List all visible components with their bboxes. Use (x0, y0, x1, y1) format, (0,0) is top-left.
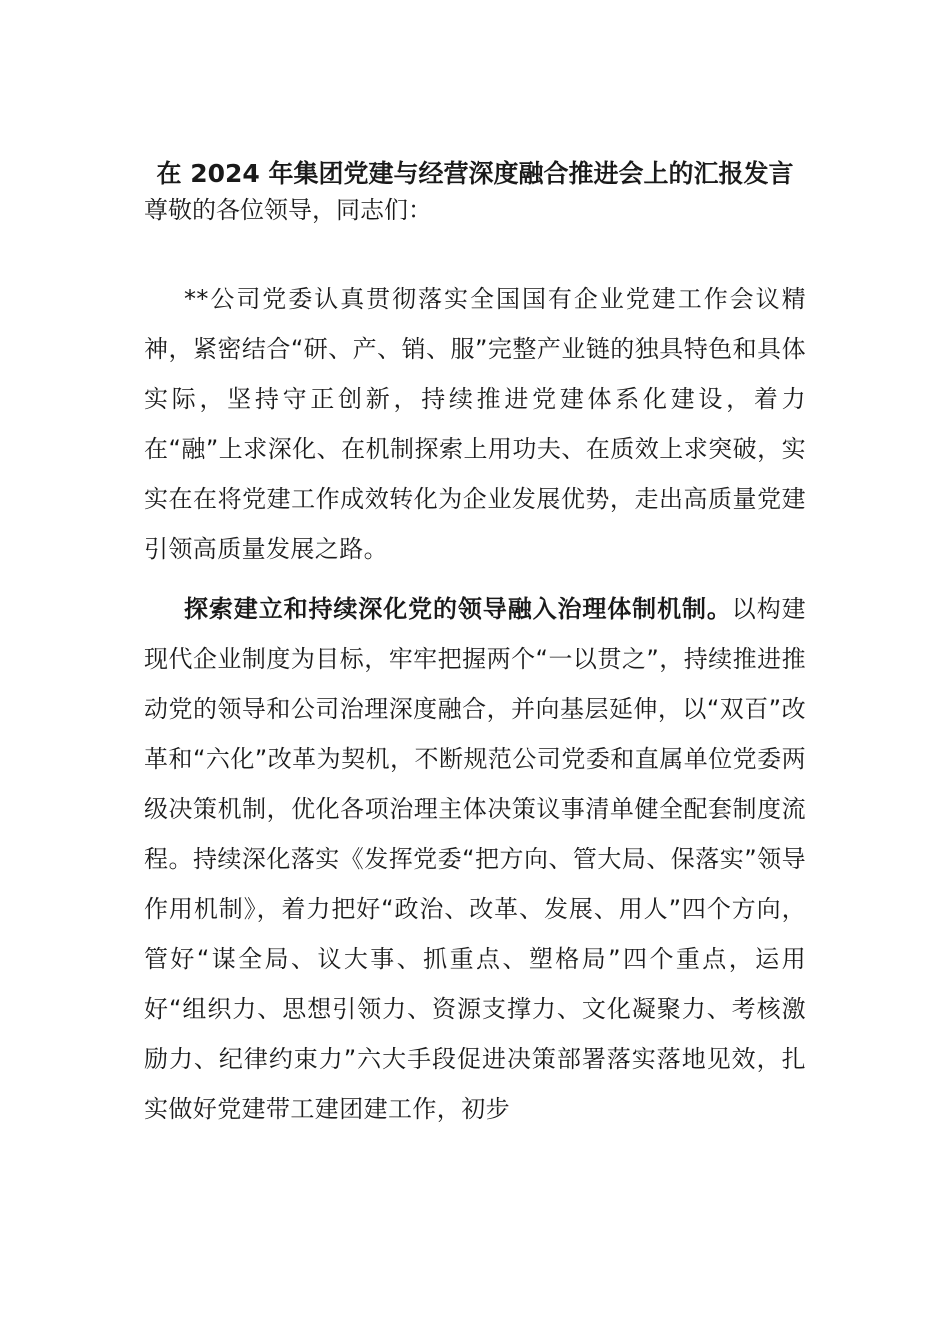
document-title: 在 2024 年集团党建与经营深度融合推进会上的汇报发言 (156, 159, 794, 188)
paragraph-heading: 探索建立和持续深化党的领导融入治理体制机制。 (184, 595, 732, 623)
paragraph-text: 以构建现代企业制度为目标，牢牢把握两个“一以贯之”，持续推进推动党的领导和公司治理深度融合，并向基层延伸，以“双百”改革和“六化”改革为契机，不断规范公司党委和直属单位党委两级决策机制，优化各项治理主体决策议事清单健全配套制度流程。持续深化落实《发挥党委“把方向、管大局、保落实”领导作用机制》，着力把好“政治、改革、发展、用人”四个方向，管好“谋全局、议大事、抓重点、塑格局”四个重点，运用好“组织力、思想引领力、资源支撑力、文化凝聚力、考核激励力、纪律约束力”六大手段促进决策部署落实落地见效，扎实做好党建带工建团建工作，初步 (144, 595, 806, 1123)
paragraph-text: **公司党委认真贯彻落实全国国有企业党建工作会议精神，紧密结合“研、产、销、服”完整产业链的独具特色和具体实际，坚持守正创新，持续推进党建体系化建设，着力在“融”上求深化、在机制探索上用功夫、在质效上求突破，实实在在将党建工作成效转化为企业发展优势，走出高质量党建引领高质量发展之路。 (144, 285, 806, 563)
paragraph-governance (144, 584, 806, 1134)
salutation: 尊敬的各位领导，同志们： (144, 196, 432, 224)
paragraph-intro (144, 274, 806, 574)
